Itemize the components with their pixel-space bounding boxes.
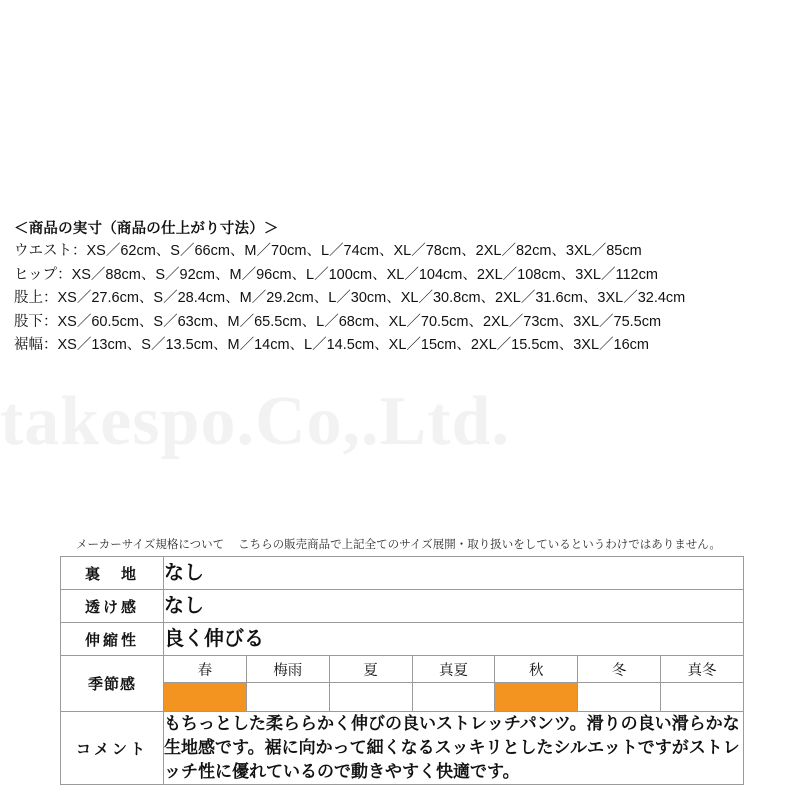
season-name-2: 夏 bbox=[329, 656, 412, 683]
row-label-stretch: 伸縮性 bbox=[61, 623, 164, 656]
season-name-4: 秋 bbox=[495, 656, 578, 683]
season-mark-2 bbox=[329, 683, 412, 712]
season-name-1: 梅雨 bbox=[246, 656, 329, 683]
table-row-season-names bbox=[61, 656, 744, 683]
table-row-lining bbox=[61, 557, 744, 590]
table-row-comment bbox=[61, 712, 744, 785]
row-label-comment: コメント bbox=[61, 712, 164, 785]
row-value-lining: なし bbox=[164, 557, 744, 590]
measurement-line-rise: 股上：XS／27.6cm、S／28.4cm、M／29.2cm、L／30cm、XL／30.8cm、2XL／31.6cm、3XL／32.4cm bbox=[14, 290, 686, 307]
measurement-line-hem-width: 裾幅：XS／13cm、S／13.5cm、M／14cm、L／14.5cm、XL／15cm、2XL／15.5cm、3XL／16cm bbox=[14, 337, 649, 354]
row-value-stretch: 良く伸びる bbox=[164, 623, 744, 656]
row-value-sheer: なし bbox=[164, 590, 744, 623]
row-value-comment: もちっとした柔ららかく伸びの良いストレッチパンツ。滑りの良い滑らかな生地感です。裾に向かって細くなるスッキリとしたシルエットですがストレッチ性に優れているので動きやすく快適です。 bbox=[164, 712, 744, 785]
table-row-stretch bbox=[61, 623, 744, 656]
season-name-0: 春 bbox=[164, 656, 247, 683]
spec-note-part1: メーカーサイズ規格について bbox=[76, 539, 225, 551]
season-name-5: 冬 bbox=[578, 656, 661, 683]
measurement-line-waist: ウエスト：XS／62cm、S／66cm、M／70cm、L／74cm、XL／78cm、2XL／82cm、3XL／85cm bbox=[14, 243, 642, 260]
measurement-line-inseam: 股下：XS／60.5cm、S／63cm、M／65.5cm、L／68cm、XL／70.5cm、2XL／73cm、3XL／75.5cm bbox=[14, 313, 662, 330]
watermark-text: takespo.Co,.Ltd. bbox=[0, 383, 510, 460]
spec-note bbox=[76, 536, 721, 552]
measurements-title: ＜商品の実寸（商品の仕上がり寸法）＞ bbox=[14, 221, 279, 237]
spec-note-part2: こちらの販売商品で上記全てのサイズ展開・取り扱いをしているというわけではありません。 bbox=[238, 539, 721, 551]
season-mark-6 bbox=[661, 683, 744, 712]
season-mark-3 bbox=[412, 683, 495, 712]
measurement-line-hip: ヒップ：XS／88cm、S／92cm、M／96cm、L／100cm、XL／104cm、2XL／108cm、3XL／112cm bbox=[14, 266, 658, 283]
row-label-sheer: 透け感 bbox=[61, 590, 164, 623]
season-mark-0 bbox=[164, 683, 247, 712]
season-name-6: 真冬 bbox=[661, 656, 744, 683]
measurements-block bbox=[14, 218, 786, 358]
table-row-season-marks bbox=[61, 683, 744, 712]
row-label-lining: 裏 地 bbox=[61, 557, 164, 590]
season-name-3: 真夏 bbox=[412, 656, 495, 683]
season-mark-5 bbox=[578, 683, 661, 712]
season-mark-1 bbox=[246, 683, 329, 712]
spec-table bbox=[60, 556, 744, 785]
season-mark-4 bbox=[495, 683, 578, 712]
table-row-sheer bbox=[61, 590, 744, 623]
row-label-season: 季節感 bbox=[61, 656, 164, 712]
